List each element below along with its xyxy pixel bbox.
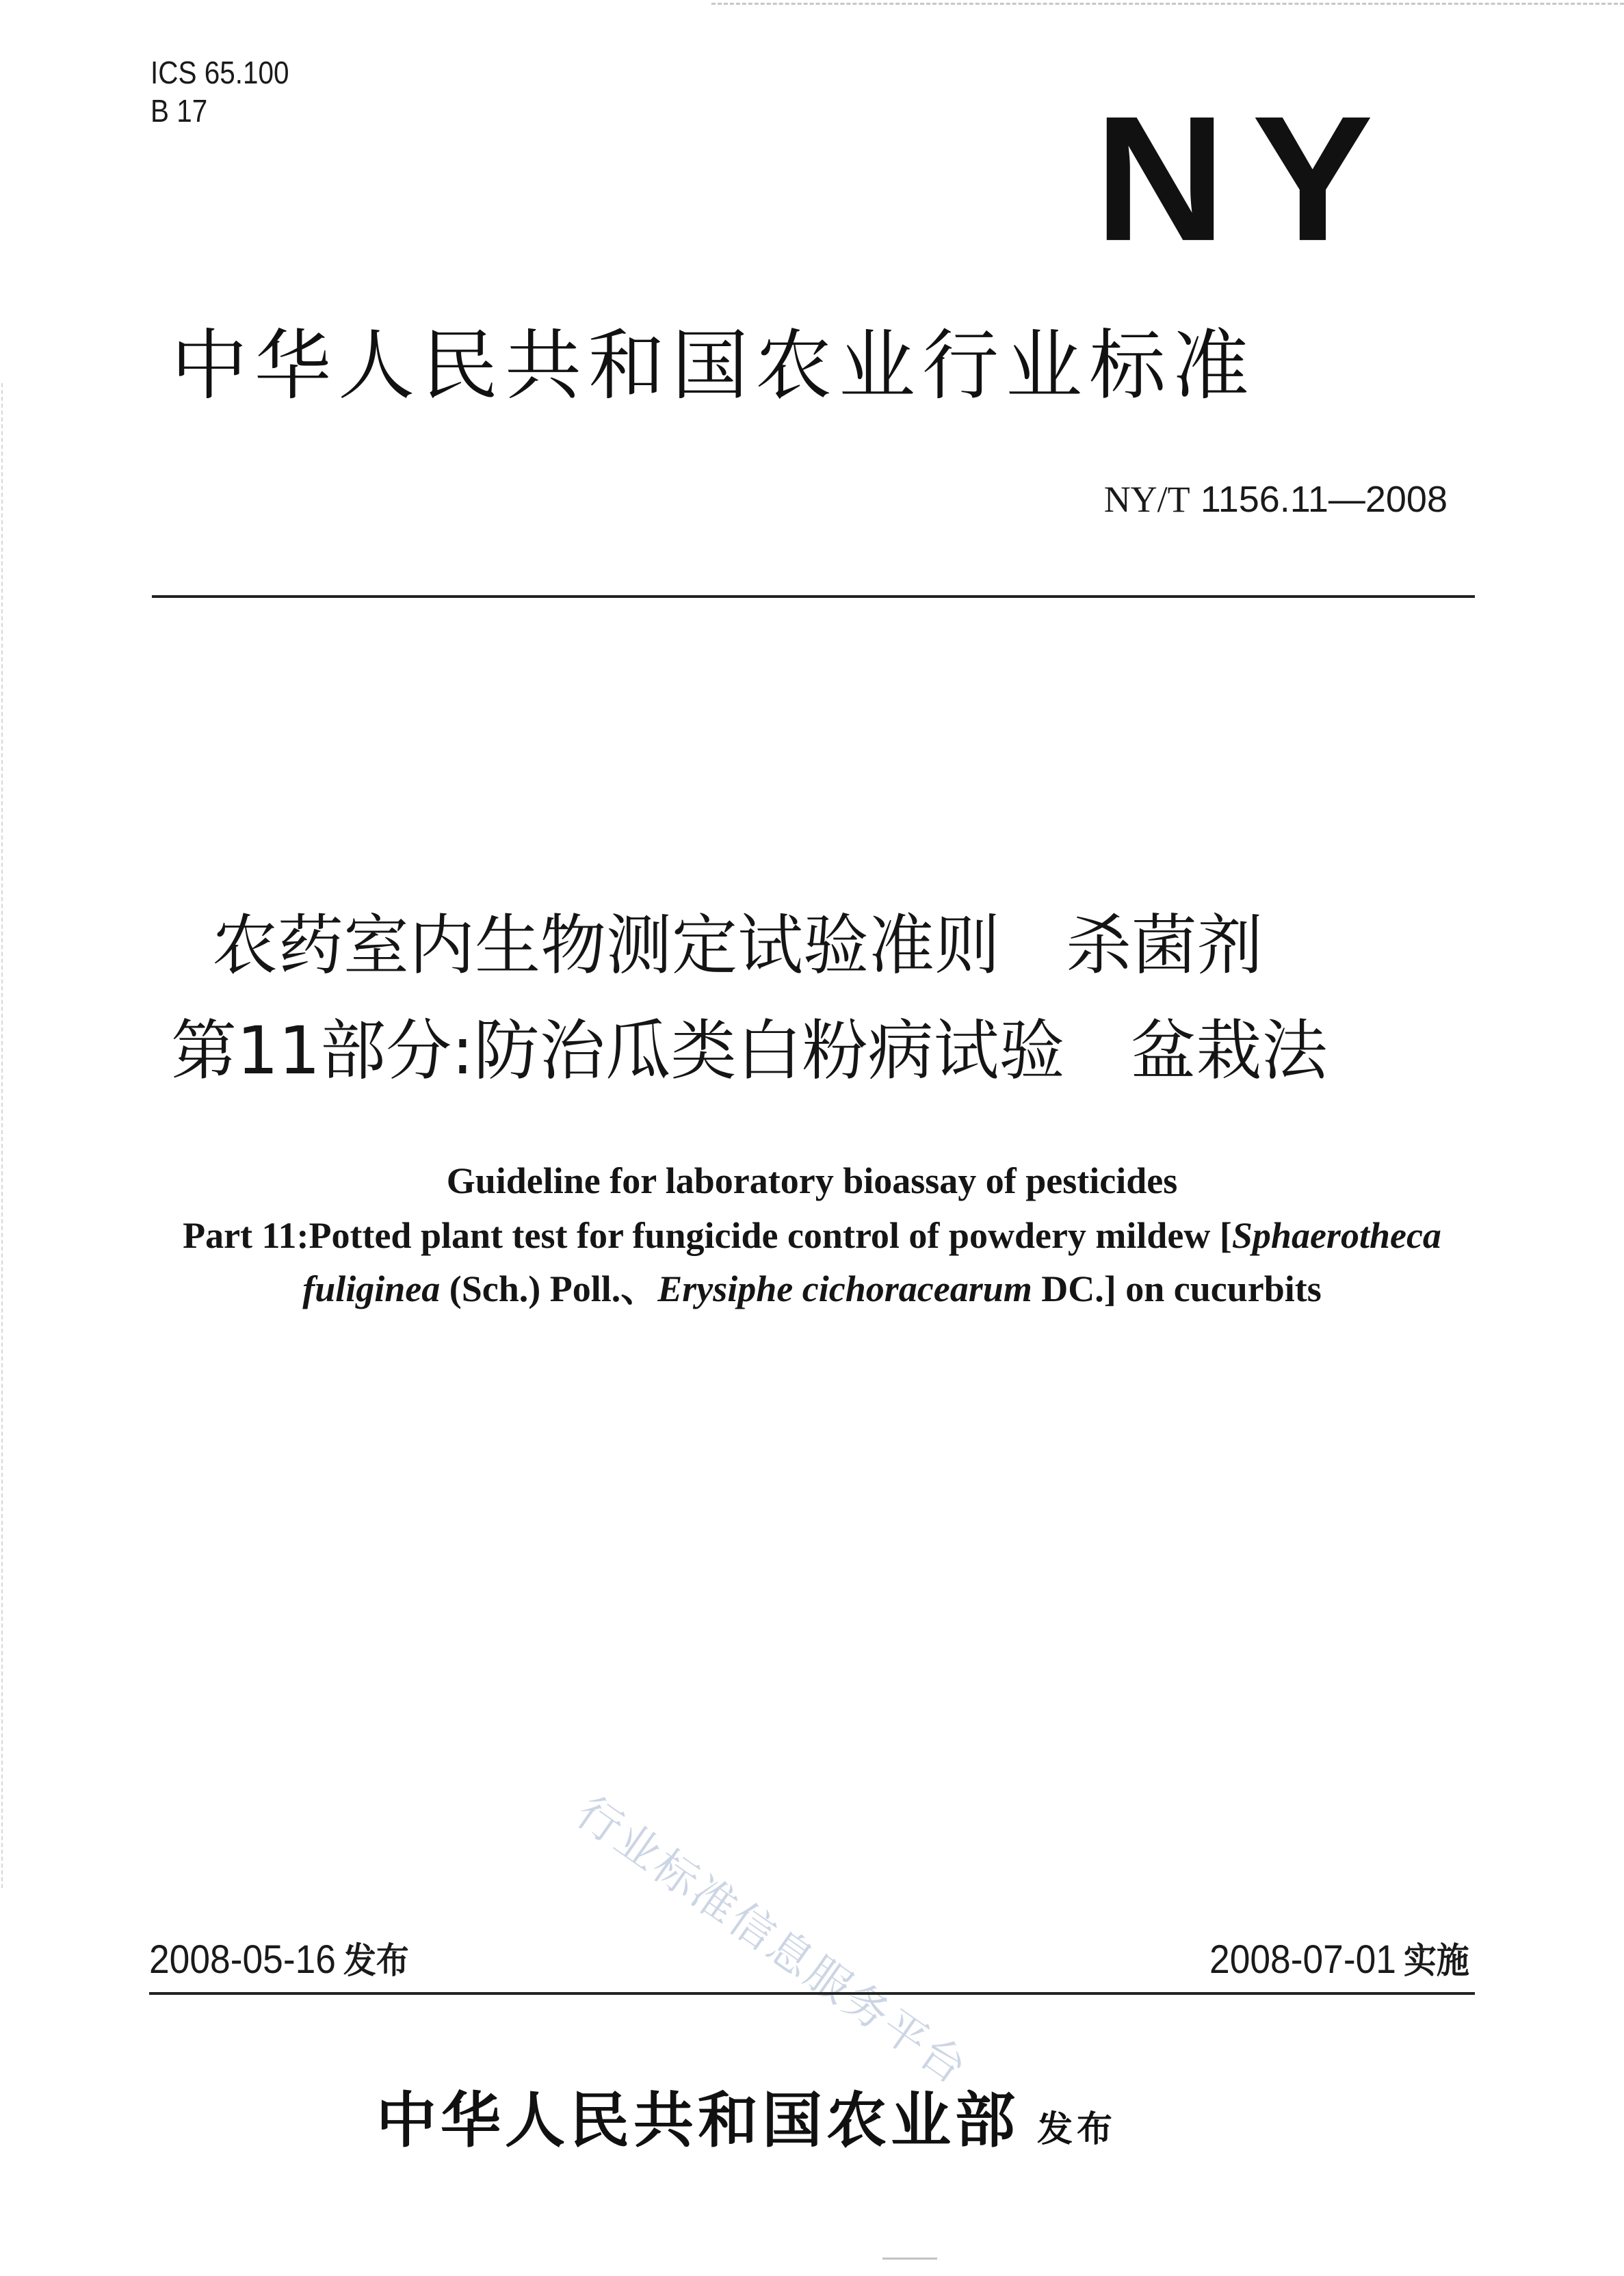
title-en-genus-1: Sphaerotheca: [1231, 1215, 1441, 1256]
title-cn-line-1: [212, 904, 1498, 986]
standard-number-value: 1156.11—2008: [1200, 479, 1448, 520]
publisher-name: 中华人民共和国农业部: [376, 2084, 1020, 2156]
title-cn-line-2-main: 第11部分:防治瓜类白粉病试验: [171, 1012, 1065, 1089]
issue-date-value: 2008-05-16: [149, 1937, 336, 1982]
scan-artifact-left: [1, 383, 3, 1888]
title-en-authority-2: DC.] on cucurbits: [1032, 1268, 1322, 1309]
title-en-species-1: fuliginea: [302, 1268, 441, 1309]
title-en-line-2-text: Part 11:Potted plant test for fungicide control of powdery mildew [: [183, 1215, 1232, 1256]
scan-artifact-top: [711, 3, 1624, 5]
implementation-date: [1209, 1936, 1469, 1985]
publisher-verb: 发布: [1037, 2109, 1117, 2150]
title-cn-line-1-main: 农药室内生物测定试验准则: [212, 907, 1000, 984]
implementation-date-label: 实施: [1404, 1941, 1469, 1982]
title-cn-line-2-method: 盆栽法: [1130, 1012, 1328, 1089]
title-en-line-3: [123, 1263, 1501, 1315]
implementation-date-value: 2008-07-01: [1209, 1937, 1397, 1982]
ics-code: ICS 65.100: [150, 55, 289, 90]
standard-number-prefix: NY/T: [1103, 479, 1190, 520]
classification-block: [150, 53, 289, 130]
title-cn-line-2: [171, 1010, 1457, 1092]
header-divider: [152, 595, 1475, 598]
title-en-line-1: Guideline for laboratory bioassay of pesticides: [446, 1160, 1178, 1201]
standard-type-heading: 中华人民共和国农业行业标准: [171, 322, 1256, 410]
title-cn-line-1-category: 杀菌剂: [1066, 907, 1263, 984]
standard-number: [1104, 478, 1448, 521]
ny-logo: NY: [1095, 79, 1400, 278]
title-en-line-2: [123, 1209, 1501, 1261]
ccs-code: B 17: [150, 93, 208, 129]
issue-date-label: 发布: [343, 1941, 409, 1982]
title-en-authority-1: (Sch.) Poll.、: [440, 1268, 658, 1309]
title-en-species-2: Erysiphe cichoracearum: [657, 1268, 1032, 1309]
footer-divider: [149, 1992, 1475, 1995]
issue-date: [149, 1936, 409, 1985]
watermark: 行业标准信息服务平台: [566, 1787, 978, 2095]
scan-artifact-bottom: [882, 2258, 937, 2260]
publisher: [376, 2073, 1116, 2159]
